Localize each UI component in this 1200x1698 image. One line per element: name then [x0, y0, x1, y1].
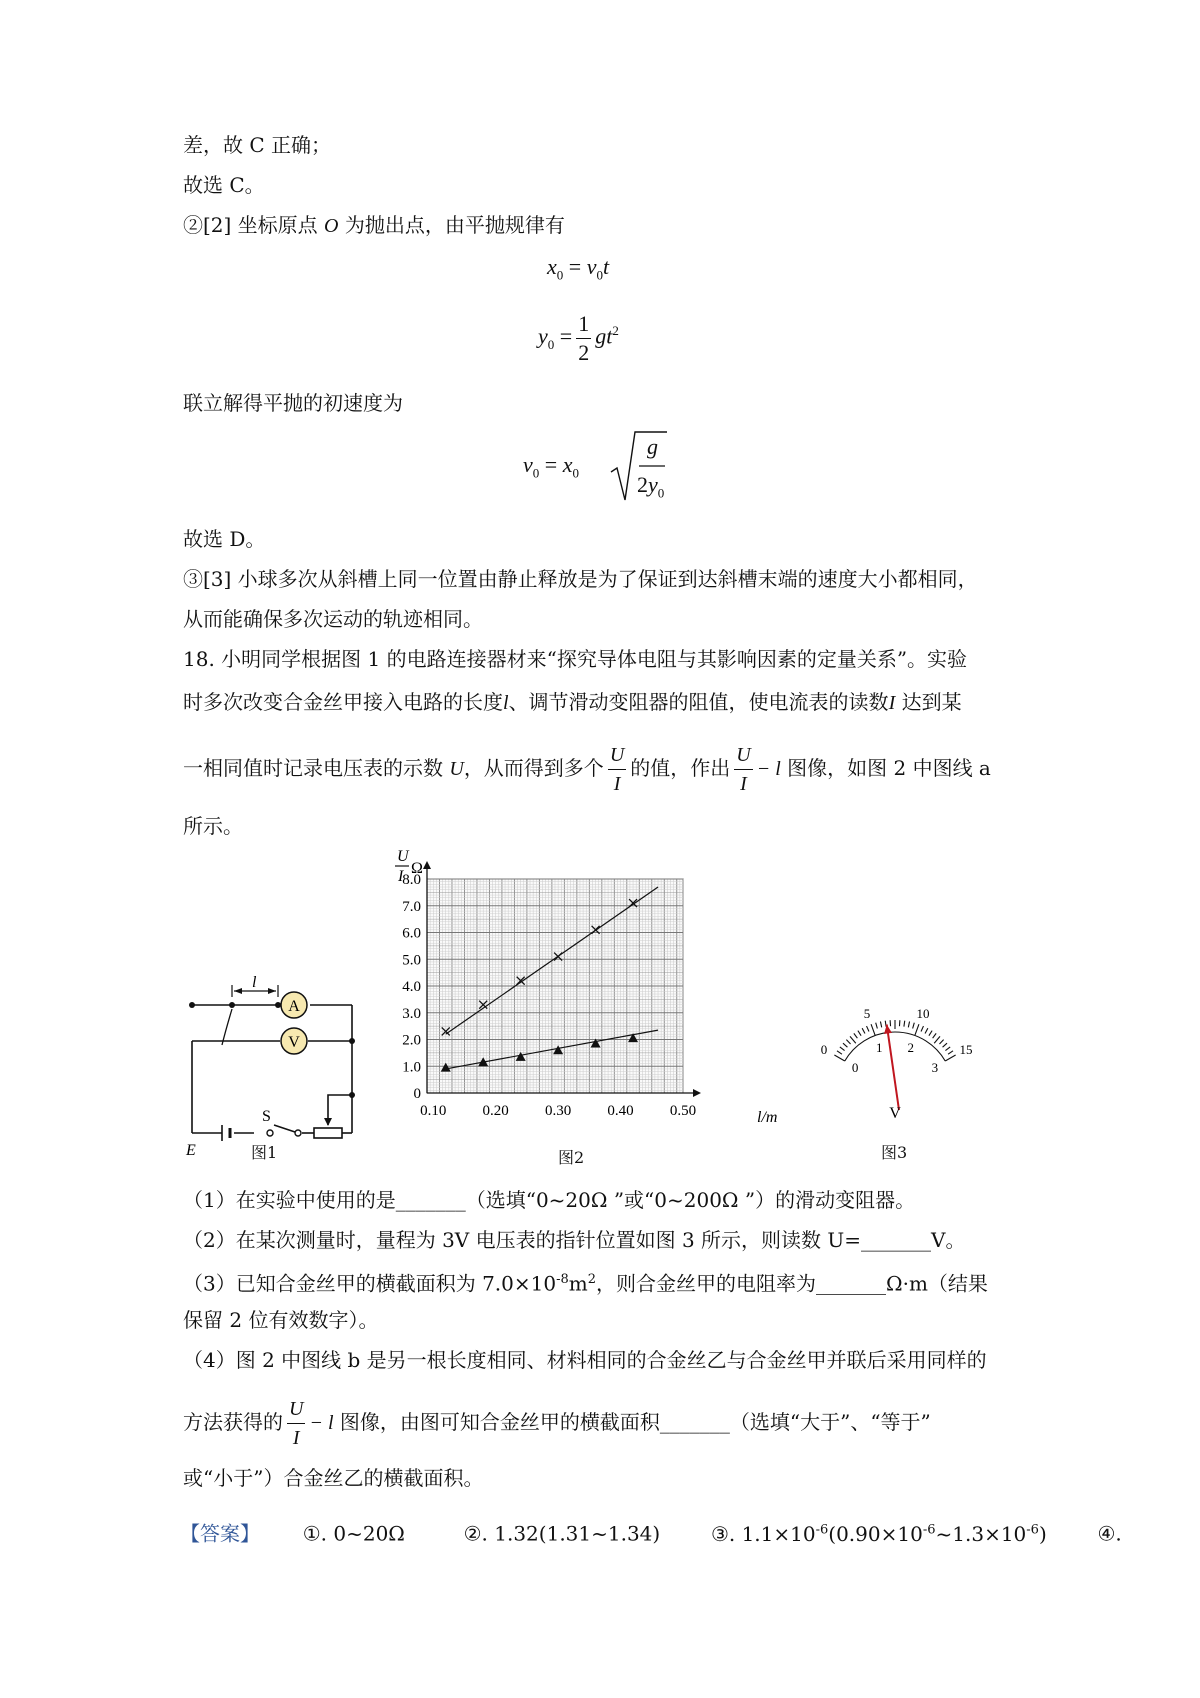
text-line-7: 从而能确保多次运动的轨迹相同。 — [183, 607, 483, 631]
y-label-denominator: I — [398, 868, 404, 885]
svg-text:A: A — [288, 998, 300, 1015]
y-tick-label: 6.0 — [402, 925, 421, 942]
dial-outer-label: 5 — [863, 1005, 871, 1021]
y-tick-label: 0 — [413, 1086, 421, 1102]
q18-line-1: 18. 小明同学根据图 1 的电路连接器材来“探究导体电阻与其影响因素的定量关系”。实验 — [183, 647, 968, 671]
svg-text:V: V — [288, 1034, 300, 1051]
question-1: （1）在实验中使用的是_______（选填“0~20Ω ”或“0~200Ω ”）的滑动变阻器。 — [183, 1188, 916, 1212]
voltmeter-needle — [887, 1025, 899, 1110]
x-axis-label: l/m — [757, 1109, 778, 1126]
text-line-1: 差，故 C 正确； — [183, 133, 332, 157]
dial-label: V — [889, 1105, 901, 1122]
question-4: （4）图 2 中图线 b 是另一根长度相同、材料相同的合金丝乙与合金丝甲并联后采用同样的 — [183, 1348, 987, 1372]
question-3-line-2: 保留 2 位有效数字）。 — [183, 1308, 379, 1332]
answer-4: ④. — [1097, 1521, 1122, 1546]
figure-2-caption: 图2 — [558, 1148, 585, 1167]
equation-x0: $x_0 = v_0t$ — [547, 254, 610, 283]
question-4-line-3: 或“小于”）合金丝乙的横截面积。 — [183, 1466, 484, 1490]
dial-inner-label: 3 — [931, 1060, 939, 1075]
text-line-5: 故选 D。 — [183, 527, 266, 551]
switch-label: S — [262, 1108, 271, 1125]
y-tick-label: 7.0 — [402, 898, 421, 915]
dial-outer-label: 0 — [820, 1042, 828, 1057]
dial-inner-label: 2 — [907, 1039, 914, 1055]
y-label-numerator: U — [397, 848, 409, 865]
y-tick-label: 8.0 — [402, 872, 421, 888]
x-tick-label: 0.30 — [544, 1103, 572, 1119]
question-4-line-2: 方法获得的 $\frac{U}{I}$ − l 图像，由图可知合金丝甲的横截面积_______（选填“大于”、“等于” — [183, 1392, 931, 1453]
x-tick-label: 0.50 — [669, 1103, 697, 1119]
equation-y0: $y_0$ = $\frac{1}{2}$ $gt^2$ — [538, 311, 619, 365]
y-tick-label: 5.0 — [402, 952, 421, 969]
y-tick-label: 1.0 — [402, 1059, 421, 1076]
q18-line-2: 时多次改变合金丝甲接入电路的长度l、调节滑动变阻器的阻值，使电流表的读数I 达到某 — [183, 690, 962, 714]
text-line-3 — [183, 211, 565, 240]
line-3-prefix: ②[2] 坐标原点 — [183, 213, 325, 237]
answer-3: ③. $1.1\times 10^{-6}(0.90\times 10^{-6}\sim 1.3\times 10^{-6})$ — [710, 1521, 1047, 1546]
y-tick-label: 2.0 — [402, 1032, 421, 1049]
figure-1-circuit — [182, 975, 362, 1155]
dial-outer-label: 15 — [959, 1042, 973, 1057]
q18-line-3: 一相同值时记录电压表的示数 U，从而得到多个 $\frac{U}{I}$ 的值，作出 $\frac{U}{I}$ − l 图像，如图 2 中图线 a — [183, 738, 991, 799]
question-2: （2）在某次测量时，量程为 3V 电压表的指针位置如图 3 所示，则读数 U=_______V。 — [183, 1228, 966, 1252]
dial-inner-label: 1 — [876, 1039, 883, 1055]
x-tick-label: 0.40 — [607, 1103, 634, 1119]
dial-inner-label: 0 — [851, 1060, 859, 1075]
y-tick-label: 3.0 — [402, 1005, 421, 1022]
x-tick-label: 0.10 — [420, 1103, 447, 1119]
question-3: （3）已知合金丝甲的横截面积为 $7.0\times 10^{-8}m^2$，则合金丝甲的电阻率为_______Ω·m（结果 — [183, 1271, 988, 1296]
y-tick-label: 4.0 — [402, 979, 421, 995]
line-3-suffix: 为抛出点，由平抛规律有 — [338, 213, 565, 237]
figure-3-voltmeter-dial — [800, 990, 1000, 1130]
figure-2-chart — [385, 845, 795, 1140]
ammeter-symbol — [281, 992, 307, 1018]
voltmeter-symbol — [281, 1028, 307, 1054]
text-line-4: 联立解得平抛的初速度为 — [183, 391, 403, 415]
answer-2: ②. 1.32(1.31~1.34) — [463, 1521, 661, 1546]
figure-3-caption: 图3 — [881, 1143, 908, 1162]
answer-line — [180, 1516, 1122, 1548]
y-label-unit: Ω — [411, 860, 423, 877]
answer-1: ①. 0~20Ω — [302, 1521, 405, 1546]
q18-line-4: 所示。 — [183, 814, 243, 838]
answer-label: 【答案】 — [180, 1521, 260, 1546]
x-tick-label: 0.20 — [482, 1103, 509, 1119]
text-line-2: 故选 C。 — [183, 173, 265, 197]
length-label: l — [252, 975, 257, 991]
battery-label: E — [186, 1142, 196, 1155]
origin-symbol: O — [324, 215, 339, 237]
dial-outer-label: 10 — [916, 1005, 930, 1021]
figure-1-caption: 图1 — [251, 1143, 278, 1162]
text-line-6: ③[3] 小球多次从斜槽上同一位置由静止释放是为了保证到达斜槽末端的速度大小都相同， — [183, 567, 978, 591]
